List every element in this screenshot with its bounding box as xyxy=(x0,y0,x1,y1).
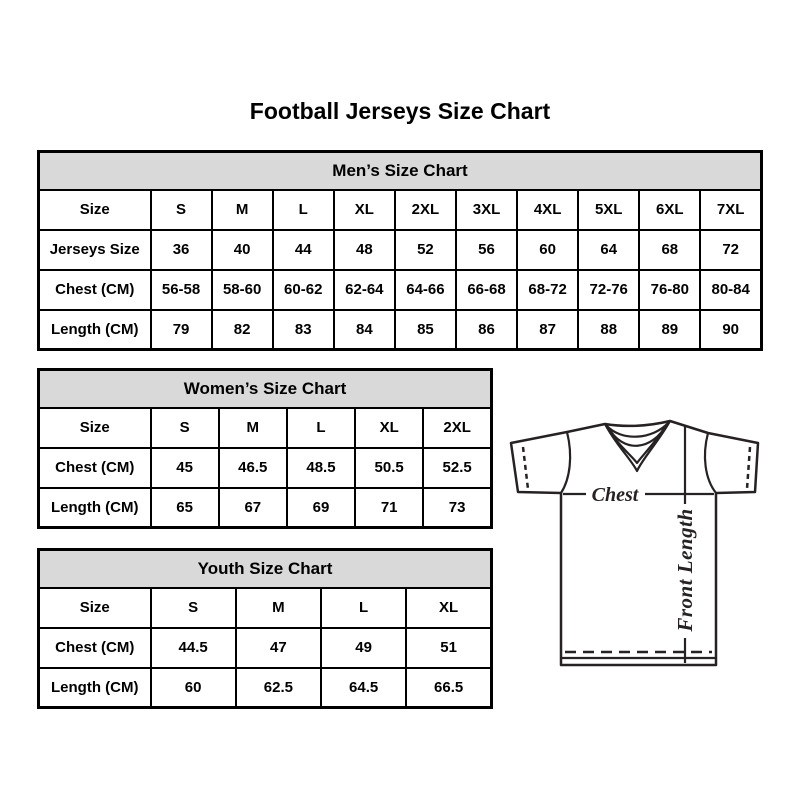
table-row xyxy=(39,488,492,528)
value-cell: 68 xyxy=(639,230,700,270)
header-cell: M xyxy=(212,190,273,230)
value-cell: 49 xyxy=(321,628,406,668)
value-cell: 66-68 xyxy=(456,270,517,310)
table-row xyxy=(39,270,762,310)
value-cell: 87 xyxy=(517,310,578,350)
womens-size-chart-table xyxy=(37,368,493,529)
value-cell: 64 xyxy=(578,230,639,270)
value-cell: 64.5 xyxy=(321,668,406,708)
jersey-outline xyxy=(511,421,758,665)
value-cell: 62.5 xyxy=(236,668,321,708)
header-cell: L xyxy=(287,408,355,448)
header-cell: Length (CM) xyxy=(39,310,151,350)
header-cell: S xyxy=(151,408,219,448)
value-cell: 58-60 xyxy=(212,270,273,310)
value-cell: 52 xyxy=(395,230,456,270)
chest-label: Chest xyxy=(591,484,639,506)
table-row xyxy=(39,230,762,270)
value-cell: 82 xyxy=(212,310,273,350)
table-row xyxy=(39,628,492,668)
value-cell: 51 xyxy=(406,628,491,668)
value-cell: 79 xyxy=(151,310,212,350)
value-cell: 46.5 xyxy=(219,448,287,488)
value-cell: 60 xyxy=(151,668,236,708)
value-cell: 72-76 xyxy=(578,270,639,310)
value-cell: 48 xyxy=(334,230,395,270)
table-title: Women’s Size Chart xyxy=(39,370,492,408)
table-row xyxy=(39,310,762,350)
value-cell: 76-80 xyxy=(639,270,700,310)
value-cell: 44 xyxy=(273,230,334,270)
table-title-row xyxy=(39,550,492,588)
value-cell: 60 xyxy=(517,230,578,270)
front-length-label: Front Length xyxy=(673,508,697,632)
value-cell: 84 xyxy=(334,310,395,350)
page-title: Football Jerseys Size Chart xyxy=(249,98,551,124)
value-cell: 44.5 xyxy=(151,628,236,668)
header-cell: Size xyxy=(39,408,151,448)
header-cell: 2XL xyxy=(423,408,491,448)
value-cell: 52.5 xyxy=(423,448,491,488)
header-cell: Size xyxy=(39,190,151,230)
header-cell: Length (CM) xyxy=(39,668,151,708)
value-cell: 90 xyxy=(700,310,761,350)
table-title-row xyxy=(39,152,762,190)
value-cell: 47 xyxy=(236,628,321,668)
header-cell: M xyxy=(219,408,287,448)
value-cell: 73 xyxy=(423,488,491,528)
header-cell: 7XL xyxy=(700,190,761,230)
value-cell: 45 xyxy=(151,448,219,488)
value-cell: 56 xyxy=(456,230,517,270)
header-cell: XL xyxy=(406,588,491,628)
value-cell: 85 xyxy=(395,310,456,350)
header-cell: Size xyxy=(39,588,151,628)
header-cell: Chest (CM) xyxy=(39,270,151,310)
value-cell: 71 xyxy=(355,488,423,528)
header-cell: 6XL xyxy=(639,190,700,230)
value-cell: 50.5 xyxy=(355,448,423,488)
value-cell: 36 xyxy=(151,230,212,270)
value-cell: 64-66 xyxy=(395,270,456,310)
header-cell: Chest (CM) xyxy=(39,628,151,668)
value-cell: 89 xyxy=(639,310,700,350)
value-cell: 83 xyxy=(273,310,334,350)
mens-size-chart-table xyxy=(37,150,763,351)
value-cell: 80-84 xyxy=(700,270,761,310)
table-title: Men’s Size Chart xyxy=(39,152,762,190)
value-cell: 67 xyxy=(219,488,287,528)
header-cell: XL xyxy=(355,408,423,448)
header-cell: S xyxy=(151,588,236,628)
header-cell: 4XL xyxy=(517,190,578,230)
value-cell: 86 xyxy=(456,310,517,350)
header-cell: L xyxy=(321,588,406,628)
header-cell: Chest (CM) xyxy=(39,448,151,488)
table-row xyxy=(39,408,492,448)
youth-size-chart-table xyxy=(37,548,493,709)
header-cell: M xyxy=(236,588,321,628)
header-cell: 5XL xyxy=(578,190,639,230)
table-row xyxy=(39,668,492,708)
header-cell: 3XL xyxy=(456,190,517,230)
table-row xyxy=(39,190,762,230)
table-title: Youth Size Chart xyxy=(39,550,492,588)
table-title-row xyxy=(39,370,492,408)
jersey-measurement-diagram xyxy=(505,415,775,670)
header-cell: Length (CM) xyxy=(39,488,151,528)
table-row xyxy=(39,448,492,488)
header-cell: Jerseys Size xyxy=(39,230,151,270)
value-cell: 48.5 xyxy=(287,448,355,488)
value-cell: 72 xyxy=(700,230,761,270)
value-cell: 66.5 xyxy=(406,668,491,708)
value-cell: 56-58 xyxy=(151,270,212,310)
header-cell: XL xyxy=(334,190,395,230)
value-cell: 88 xyxy=(578,310,639,350)
value-cell: 68-72 xyxy=(517,270,578,310)
value-cell: 40 xyxy=(212,230,273,270)
header-cell: S xyxy=(151,190,212,230)
value-cell: 69 xyxy=(287,488,355,528)
value-cell: 60-62 xyxy=(273,270,334,310)
header-cell: 2XL xyxy=(395,190,456,230)
header-cell: L xyxy=(273,190,334,230)
value-cell: 62-64 xyxy=(334,270,395,310)
value-cell: 65 xyxy=(151,488,219,528)
table-row xyxy=(39,588,492,628)
